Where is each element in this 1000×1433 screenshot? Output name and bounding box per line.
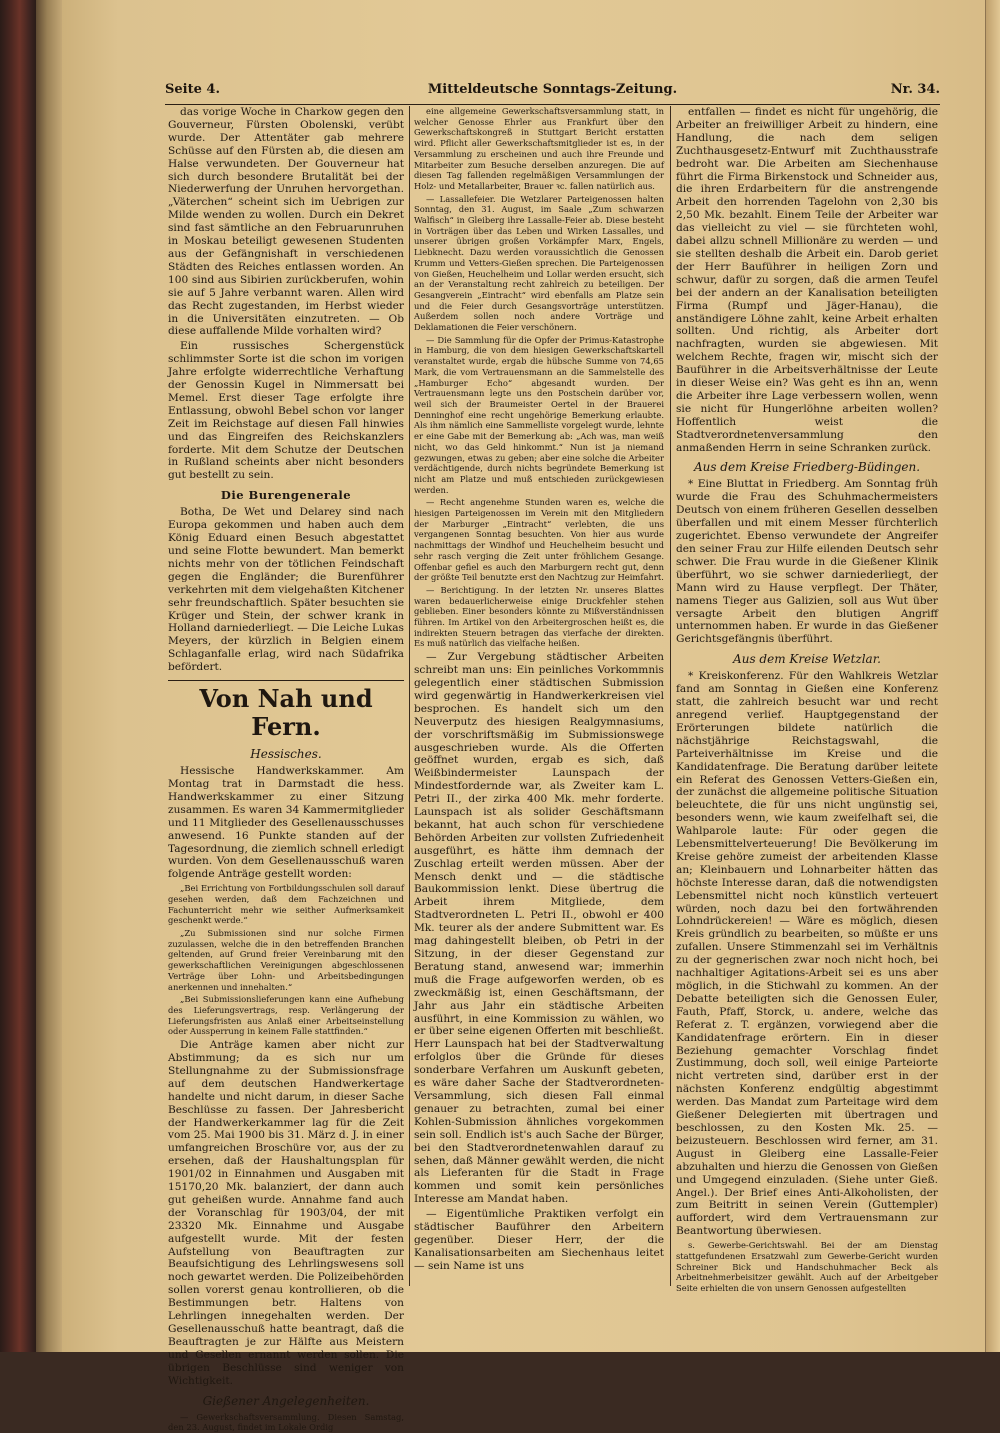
- article-paragraph: entfallen — findet es nicht für ungehörig, die Arbeiter an freiwilliger Arbeit zu hindern, eine Handlung, die nach dem seligen Zuchthausgesetz-Entwurf mit Zuchthausstrafe bedroht war. Die Arbeiten am Siechenhause führt die Firma Birkenstock und Schneider aus, die ihren Erdarbeitern für die anstrengende Arbeit den horrenden Tagelohn von 2,30 bis 2,50 Mk. bezahlt. Einem Teile der Arbeiter war das vielleicht zu viel — sie fürchteten wohl, dabei allzu schnell Millionäre zu werden — und sie stellten deshalb die Arbeit ein. Darob geriet der Herr Bauführer in heiligen Zorn und schwur, dafür zu sorgen, daß die armen Teufel bei der andern an der Kanalisation beteiligten Firma (Rumpf und Jäger-Hanau), die anständigere Löhne zahlt, keine Arbeit erhalten sollten. Und richtig, als Arbeiter dort nachfragten, wurden sie abgewiesen. Mit welchem Rechte, fragen wir, mischt sich der Bauführer in die Arbeitsverhältnisse der Leute in dieser Weise ein? Was geht es ihn an, wenn die Arbeiter ihre Lage verbessern wollen, wenn sie nicht für Hungerlöhne arbeiten wollen? Hoffentlich weist die Stadtverordnetenversammlung den anmaßenden Herrn in seine Schranken zurück.: [676, 106, 938, 454]
- article-paragraph: eine allgemeine Gewerkschaftsversammlung statt, in welcher Genosse Ehrler aus Frankfurt über den Gewerkschaftskongreß in Stuttgart Bericht erstatten wird. Pflicht aller Gewerkschaftsmitglieder ist es, in der Versammlung zu erscheinen und auch ihre Freunde und Mitarbeiter zum Besuche derselben anzuregen. Die auf diesen Tag fallenden regelmäßigen Versammlungen der Holz- und Metallarbeiter, Brauer ꝛc. fallen natürlich aus.: [414, 106, 664, 191]
- article-paragraph: „Zu Submissionen sind nur solche Firmen zuzulassen, welche die in den betreffenden Branchen geltenden, auf Grund freier Vereinbarung mit den gewerkschaftlichen Vereinigungen abgeschlossenen Verträge über Lohn- und Arbeitsbedingungen anerkennen und innehalten.“: [168, 928, 404, 992]
- book-binding: [0, 0, 36, 1352]
- article-paragraph: — Recht angenehme Stunden waren es, welche die hiesigen Parteigenossen im Verein mit den Mitgliedern der Marburger „Eintracht“ verlebten, die uns vergangenen Sonntag besuchten. Von hier aus wurde nachmittags der Windhof und Heuchelheim besucht und sehr rasch verging die Zeit unter fröhlichem Gesange. Offenbar gefiel es auch den Marburgern recht gut, denn der größte Teil benutzte erst den Nachtzug zur Heimfahrt.: [414, 497, 664, 583]
- article-paragraph: — Die Sammlung für die Opfer der Primus-Katastrophe in Hamburg, die von dem hiesigen Gewerkschaftskartell veranstaltet wurde, ergab die hübsche Summe von 74,65 Mark, die vom Vertrauensmann an die Sammelstelle des „Hamburger Echo“ abgesandt wurden. Der Vertrauensmann legte uns den Postschein darüber vor, weil sich der Braumeister Oertel in der Brauerei Denninghof eine recht ungehörige Bemerkung erlaubte. Als ihm nämlich eine Sammelliste vorgelegt wurde, lehnte er eine Gabe mit der Bemerkung ab: „Ach was, man weiß nicht, wo das Geld hinkommt.“ Nun ist ja niemand gezwungen, etwas zu geben; aber eine solche die Arbeiter verdächtigende, durch nichts begründete Bemerkung ist nicht am Platze und muß entschieden zurückgewiesen werden.: [414, 334, 664, 495]
- binding-edge: [36, 0, 64, 1352]
- article-paragraph: — Berichtigung. In der letzten Nr. unseres Blattes waren bedauerlicherweise einige Druckfehler stehen geblieben. Einer besonders könnte zu Mißverständnissen führen. Im Artikel von den Arbeitergroschen heißt es, die indirekten Steuern betragen das vierfache der direkten. Es muß natürlich das vielfache heißen.: [414, 584, 664, 649]
- section-heading: Aus dem Kreise Wetzlar.: [733, 652, 881, 667]
- article-paragraph: * Kreiskonferenz. Für den Wahlkreis Wetzlar fand am Sonntag in Gießen eine Konferenz statt, die zahlreich besucht war und recht anregend verlief. Hauptgegenstand der Erörterungen bildete natürlich die nächstjährige Reichstagswahl, die Parteiverhältnisse im Kreise und die Kandidatenfrage. Die Beratung darüber leitete ein Referat des Genossen Vetters-Gießen ein, der zunächst die allgemeine politische Situation beleuchtete, die für uns nicht ungünstig sei, besonders wenn, wie kaum zweifelhaft sei, die Wahlparole laute: Für oder gegen die Lebensmittelverteuerung! Die Bevölkerung im Kreise gehöre zumeist der arbeitenden Klasse an; Kleinbauern und Lohnarbeiter hätten das höchste Interesse daran, daß die notwendigsten Lebensmittel nicht noch künstlich verteuert würden, noch dazu bei den fortwährenden Lohndrückereien! — Wäre es möglich, diesen Kreis gründlich zu bearbeiten, so müßte er uns zufallen. Unsere Stimmenzahl sei im Verhältnis zu der gegnerischen zwar noch nicht hoch, bei nachhaltiger Agitations-Arbeit sei es uns aber möglich, in die Stichwahl zu kommen. An der Debatte beteiligten sich die Genossen Euler, Fauth, Pfaff, Storck, u. andere, welche das Referat z. T. ergänzen, vorwiegend aber die Kandidatenfrage erörtern. Ein in dieser Beziehung gemachter Vorschlag findet Zustimmung, doch soll, weil einige Parteiorte nicht vertreten sind, darüber erst in der nächsten Konferenz endgültig abgestimmt werden. Das Mandat zum Parteitage wird dem Gießener Delegierten mit übertragen und beschlossen, zu den Kosten Mk. 25. — beizusteuern. Beschlossen wird ferner, am 31. August in Gleiberg eine Lassalle-Feier abzuhalten und hierzu die Genossen von Gießen und Umgegend einzuladen. (Siehe unter Gieß. Angel.). Der Brief eines Anti-Alkoholisten, der zum Beitritt in seinen Verein (Guttempler) auffordert, wird dem Vertrauensmann zur Beantwortung überwiesen.: [676, 670, 938, 1238]
- issue-number: Nr. 34.: [890, 82, 940, 97]
- article-paragraph: — Gewerkschaftsversammlung. Diesen Samstag, den 23. August, findet im Lokale Ordig: [168, 1411, 404, 1433]
- article-paragraph: Botha, De Wet und Delarey sind nach Europa gekommen und haben auch dem König Eduard einen Besuch abgestattet und seine Flotte bewundert. Man bemerkt nichts mehr von der tötlichen Feindschaft gegen die Engländer; die Burenführer verkehrten mit dem vielgehaßten Kitchener sehr freundschaftlich. Später besuchten sie Krüger und Stein, der schwer krank in Holland darniederliegt. — Die Leiche Lukas Meyers, der kürzlich in Belgien einem Schlaganfalle erlag, wird nach Südafrika befördert.: [168, 506, 404, 674]
- newspaper-title: Mitteldeutsche Sonntags-Zeitung.: [427, 82, 678, 97]
- article-paragraph: — Lassallefeier. Die Wetzlarer Parteigenossen halten Sonntag, den 31. August, im Saale „Zum schwarzen Walfisch“ in Gleiberg ihre Lassalle-Feier ab. Diese besteht in Vorträgen über das Leben und Wirken Lassalles, und unserer übrigen großen Vorkämpfer Marx, Engels, Liebknecht. Dazu werden voraussichtlich die Genossen Krumm und Vetters-Gießen sprechen. Die Parteigenossen von Gießen, Heuchelheim und Lollar werden ersucht, sich an der Veranstaltung recht zahlreich zu beteiligen. Der Gesangverein „Eintracht“ wird ebenfalls am Platze sein und die Feier durch Gesangsvorträge unterstützen. Außerdem sollen noch andere Vorträge und Deklamationen die Feier verschönern.: [414, 193, 664, 333]
- article-paragraph: * Eine Bluttat in Friedberg. Am Sonntag früh wurde die Frau des Schuhmachermeisters Deutsch von einem früheren Gesellen desselben überfallen und mit einem Messer fürchterlich zugerichtet. Ebenso verwundete der Angreifer den seiner Frau zur Hilfe eilenden Deutsch sehr schwer. Die Frau wurde in die Gießener Klinik überführt, wo sie schwer darniederliegt, der Mann wird zu Hause verpflegt. Der Thäter, namens Tieger aus Galizien, soll aus Wut über versagte Arbeit den blutigen Angriff unternommen haben. Er wurde in das Gießener Gerichtsgefängnis überführt.: [676, 478, 938, 646]
- article-paragraph: Hessische Handwerkskammer. Am Montag trat in Darmstadt die hess. Handwerkskammer zu einer Sitzung zusammen. Es waren 34 Kammermitglieder und 11 Mitglieder des Gesellenausschusses anwesend. 16 Punkte standen auf der Tagesordnung, die ziemlich schnell erledigt wurden. Von dem Gesellenausschuß waren folgende Anträge gestellt worden:: [168, 765, 404, 881]
- column-1: [168, 106, 404, 1433]
- section-heading: Gießener Angelegenheiten.: [202, 1393, 370, 1408]
- column-rule: [670, 106, 671, 1286]
- section-heading: Aus dem Kreise Friedberg-Büdingen.: [693, 460, 921, 475]
- article-paragraph: „Bei Submissionslieferungen kann eine Aufhebung des Lieferungsvertrags, resp. Verlängerung der Lieferungsfristen aus Anlaß einer Arbeitseinstellung oder Aussperrung in keinem Falle stattfinden.“: [168, 994, 404, 1037]
- section-heading: Die Burengenerale: [220, 488, 352, 503]
- section-heading: Hessisches.: [250, 747, 322, 762]
- article-paragraph: — Zur Vergebung städtischer Arbeiten schreibt man uns: Ein peinliches Vorkommnis gelegentlich einer städtischen Submission wird gegenwärtig in Handwerkerkreisen viel besprochen. Es handelt sich um den Neuverputz des hiesigen Realgymnasiums, der vorschriftsmäßig im Submissionswege ausgeschrieben wurde. Als die Offerten geöffnet wurden, ergab es sich, daß Weißbindermeister Launspach der Mindestfordernde war, als Zweiter kam L. Petri II., der zirka 400 Mk. mehr forderte. Launspach ist als solider Geschäftsmann bekannt, hat auch schon für verschiedene Behörden Arbeiten zur vollsten Zufriedenheit ausgeführt, es hätte ihm demnach der Zuschlag erteilt werden müssen. Aber der Mensch denkt und — die städtische Baukommission lenkt. Diese übertrug die Arbeit ihrem Mitgliede, dem Stadtverordneten L. Petri II., obwohl er 400 Mk. teurer als der andere Submittent war. Es mag dahingestellt bleiben, ob Petri in der Sitzung, in der dieser Gegenstand zur Beratung stand, anwesend war; immerhin muß die Frage aufgeworfen werden, ob es zweckmäßig ist, einen Geschäftsmann, der Jahr aus Jahr ein städtische Arbeiten ausführt, in eine Kommission zu wählen, wo er über seine eigenen Offerten mit beschließt. Herr Launspach hat bei der Stadtverwaltung erfolglos über die Gründe für dieses sonderbare Verfahren um Auskunft gebeten, es wäre daher Sache der Stadtverordneten-Versammlung, sich diesen Fall einmal genauer zu betrachten, zumal bei einer Kohlen-Submission ähnliches vorgekommen sein soll. Endlich ist's auch Sache der Bürger, bei den Stadtverordnetenwahlen darauf zu sehen, daß Männer gewählt werden, die nicht als Lieferanten für die Stadt in Frage kommen und somit kein persönliches Interesse am Mandat haben.: [414, 651, 664, 1206]
- article-paragraph: Ein russisches Schergenstück schlimmster Sorte ist die schon im vorigen Jahre erfolgte widerrechtliche Verhaftung der Genossin Kugel in Nimmersatt bei Memel. Erst dieser Tage erfolgte ihre Entlassung, obwohl Bebel schon vor langer Zeit im Reichstage auf diesen Fall hinwies und das Eingreifen des Reichskanzlers forderte. Mit dem Schutze der Deutschen in Rußland scheints aber nicht besonders gut bestellt zu sein.: [168, 340, 404, 482]
- article-paragraph: s. Gewerbe-Gerichtswahl. Bei der am Dienstag stattgefundenen Ersatzwahl zum Gewerbe-Gericht wurden Schreiner Bick und Handschuhmacher Beck als Arbeitnehmerbeisitzer gewählt. Auch auf der Arbeitgeber Seite erhielten die von unsern Genossen aufgestellten: [676, 1240, 938, 1293]
- page-number: Seite 4.: [165, 82, 220, 97]
- column-2: [414, 106, 664, 1286]
- column-3: [676, 106, 938, 1293]
- article-paragraph: Die Anträge kamen aber nicht zur Abstimmung; da es sich nur um Stellungnahme zu der Submissionsfrage auf dem deutschen Handwerkertage handelte und nicht darum, in dieser Sache Beschlüsse zu fassen. Der Jahresbericht der Handwerkerkammer lag für die Zeit vom 25. Mai 1900 bis 31. März d. J. in einer umfangreichen Broschüre vor, aus der zu ersehen, daß der Haushaltungsplan für 1901/02 in Einnahmen und Ausgaben mit 15170,20 Mk. balanziert, der dann auch gut geheißen wurde. Annahme fand auch der Voranschlag für 1903/04, der mit 23320 Mk. Einnahme und Ausgabe aufgestellt wurde. Mit der festen Aufstellung von Beauftragten zur Beaufsichtigung des Lehrlingswesens soll noch gewartet werden. Die Polizeibehörden sollen vorerst genau kontrollieren, ob die Bestimmungen betr. Haltens von Lehrlingen innegehalten werden. Der Gesellenausschuß hatte beantragt, daß die Beauftragten je zur Hälfte aus Meistern und Gesellen ernannt werden sollen. Die übrigen Beschlüsse sind weniger von Wichtigkeit.: [168, 1039, 404, 1387]
- column-rule: [409, 106, 410, 1286]
- next-page-edge: [985, 0, 1000, 1352]
- article-paragraph: „Bei Errichtung von Fortbildungsschulen soll darauf gesehen werden, daß dem Fachzeichnen und Fachunterricht mehr wie seither Aufmerksamkeit geschenkt werde.“: [168, 883, 404, 926]
- article-paragraph: — Eigentümliche Praktiken verfolgt ein städtischer Bauführer den Arbeitern gegenüber. Dieser Herr, der die Kanalisationsarbeiten am Siechenhaus leitet — sein Name ist uns: [414, 1208, 664, 1272]
- page-header: [165, 80, 940, 105]
- section-heading: Von Nah und Fern.: [168, 680, 404, 741]
- article-paragraph: das vorige Woche in Charkow gegen den Gouverneur, Fürsten Obolenski, verübt wurde. Der Attentäter gab mehrere Schüsse auf den Fürsten ab, die diesen am Halse verwundeten. Der Gouverneur hat sich durch besondere Brutalität bei der Niederwerfung der Unruhen hervorgethan. „Väterchen“ scheint sich im Uebrigen zur Milde wenden zu wollen. Durch ein Dekret sind fast sämtliche an den Februarunruhen in Moskau beteiligt gewesenen Studenten aus der Gefängnishaft in verschiedenen Städten des Reiches entlassen worden. An 100 sind aus Sibirien zurückberufen, wohin sie auf 5 Jahre verbannt waren. Allen wird das Recht zugestanden, im Herbst wieder in die Universitäten einzutreten. — Ob diese auffallende Milde vorhalten wird?: [168, 106, 404, 338]
